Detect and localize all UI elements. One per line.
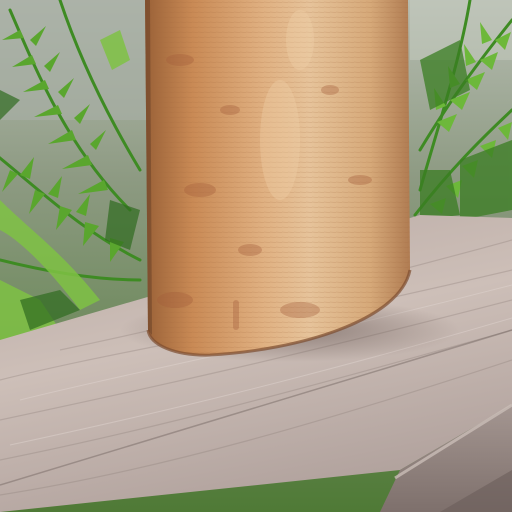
cylindrical-post — [145, 0, 410, 355]
